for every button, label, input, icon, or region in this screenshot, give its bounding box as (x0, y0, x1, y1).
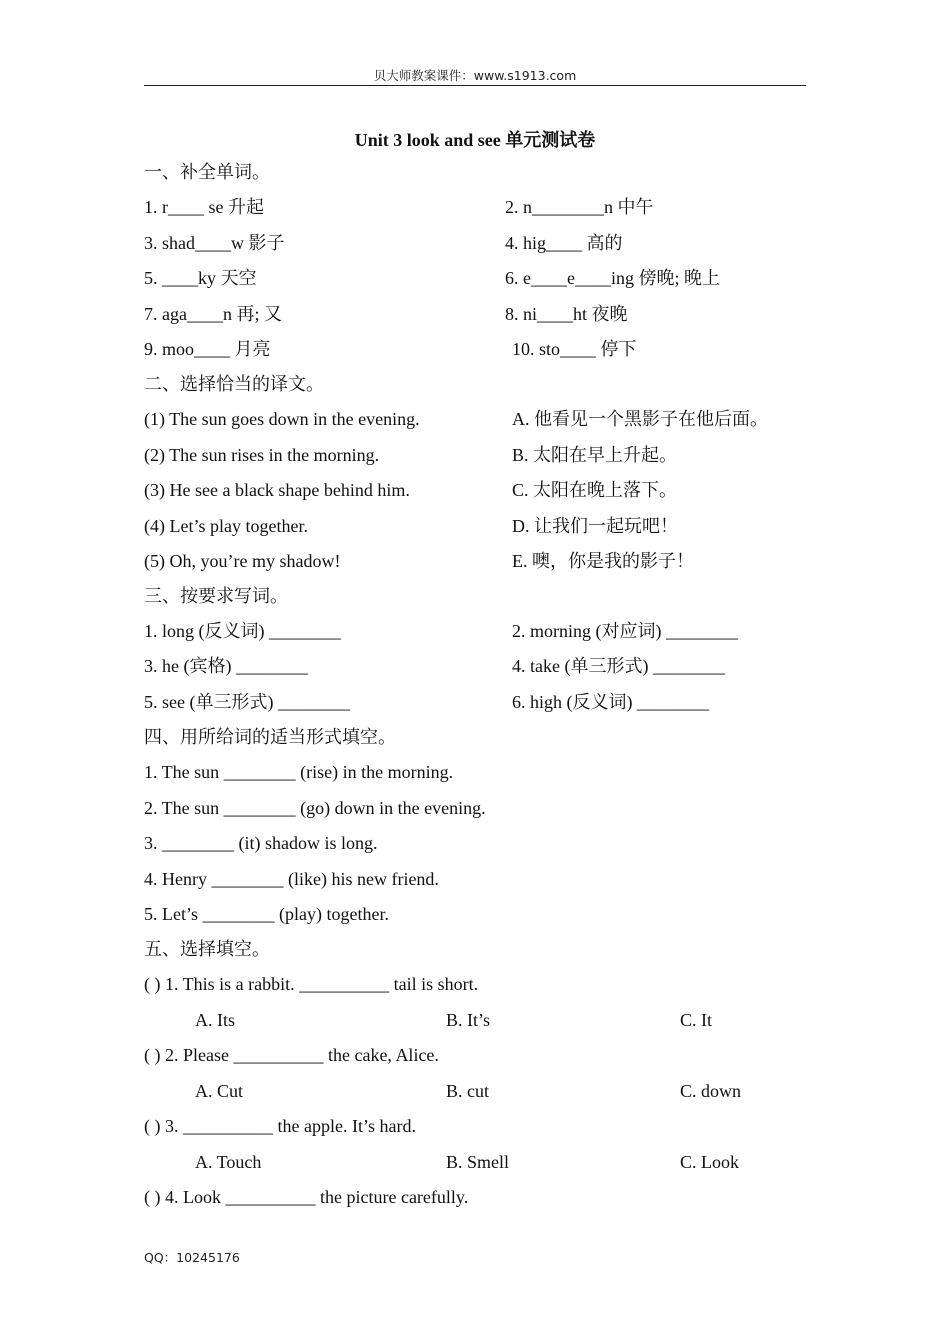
section5-question: ( ) 2. Please __________ the cake, Alice. (144, 1045, 439, 1065)
header-divider (144, 85, 806, 86)
section2-translation: D. 让我们一起玩吧！ (512, 516, 678, 536)
section4-item: 4. Henry ________ (like) his new friend. (144, 869, 439, 889)
option-a: A. Touch (195, 1152, 262, 1172)
section3-item: 2. morning (对应词) ________ (512, 621, 738, 641)
section4-item: 5. Let’s ________ (play) together. (144, 904, 389, 924)
page-header: 贝大师教案课件：www.s1913.com (373, 68, 577, 83)
section2-sentence: (3) He see a black shape behind him. (144, 480, 410, 500)
section2-sentence: (4) Let’s play together. (144, 516, 308, 536)
section1-item: 1. r____ se 升起 (144, 197, 264, 217)
section3-item: 4. take (单三形式) ________ (512, 656, 725, 676)
section1-item: 2. n________n 中午 (505, 197, 654, 217)
section5-question: ( ) 3. __________ the apple. It’s hard. (144, 1116, 416, 1136)
option-b: B. Smell (446, 1152, 510, 1172)
section1-item: 5. ____ky 天空 (144, 268, 257, 288)
option-a: A. Cut (195, 1081, 244, 1101)
section1-item: 7. aga____n 再; 又 (144, 304, 282, 324)
option-c: C. down (680, 1081, 742, 1101)
section4-item: 3. ________ (it) shadow is long. (144, 833, 378, 853)
section2-sentence: (2) The sun rises in the morning. (144, 445, 380, 465)
option-b: B. It’s (446, 1010, 491, 1030)
section2-sentence: (1) The sun goes down in the evening. (144, 409, 420, 429)
section1-item: 8. ni____ht 夜晚 (505, 304, 628, 324)
option-b: B. cut (446, 1081, 489, 1101)
section3-heading: 三、按要求写词。 (144, 586, 288, 606)
section3-item: 6. high (反义词) ________ (512, 692, 709, 712)
section3-item: 3. he (宾格) ________ (144, 656, 308, 676)
section4-item: 2. The sun ________ (go) down in the evening. (144, 798, 486, 818)
section5-question: ( ) 4. Look __________ the picture carefully. (144, 1187, 469, 1207)
option-a: A. Its (195, 1010, 235, 1030)
section5-heading: 五、选择填空。 (144, 939, 270, 959)
section5-question: ( ) 1. This is a rabbit. __________ tail is short. (144, 974, 479, 994)
option-c: C. It (680, 1010, 713, 1030)
page-title: Unit 3 look and see 单元测试卷 (354, 130, 596, 150)
section4-item: 1. The sun ________ (rise) in the morning. (144, 762, 454, 782)
section4-heading: 四、用所给词的适当形式填空。 (144, 727, 396, 747)
section1-item: 3. shad____w 影子 (144, 233, 285, 253)
section1-item: 6. e____e____ing 傍晚; 晚上 (505, 268, 720, 288)
section3-item: 5. see (单三形式) ________ (144, 692, 350, 712)
section2-translation: B. 太阳在早上升起。 (512, 445, 678, 465)
section3-item: 1. long (反义词) ________ (144, 621, 341, 641)
section2-translation: C. 太阳在晚上落下。 (512, 480, 678, 500)
section1-item: 9. moo____ 月亮 (144, 339, 271, 359)
section2-translation: A. 他看见一个黑影子在他后面。 (512, 409, 768, 429)
section2-sentence: (5) Oh, you’re my shadow! (144, 551, 341, 571)
page-footer: QQ：10245176 (144, 1250, 240, 1265)
option-c: C. Look (680, 1152, 740, 1172)
section1-item: 4. hig____ 高的 (505, 233, 623, 253)
section2-translation: E. 噢，你是我的影子！ (512, 551, 694, 571)
section1-heading: 一、补全单词。 (144, 162, 270, 182)
section2-heading: 二、选择恰当的译文。 (144, 374, 324, 394)
section1-item: 10. sto____ 停下 (512, 339, 637, 359)
